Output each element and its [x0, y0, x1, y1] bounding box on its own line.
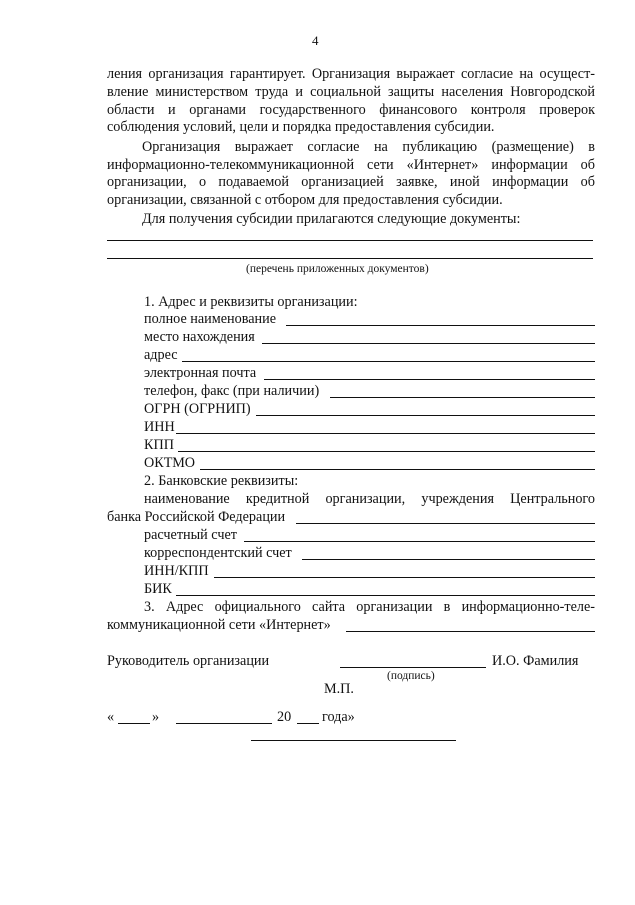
documents-intro: Для получения субсидии прилагаются следующие документы:: [142, 211, 521, 227]
stamp-label: М.П.: [324, 681, 354, 697]
field-blank: [296, 523, 595, 524]
paragraph2-line: информационно-телекоммуникационной сети «Интернет» информации об: [107, 157, 595, 173]
page-number: 4: [312, 33, 319, 48]
date-day-blank: [118, 723, 150, 724]
field-blank: [176, 595, 595, 596]
date-year-suffix: года»: [322, 709, 355, 725]
bank-name-label: наименование кредитной организации, учреждения Центрального: [144, 491, 595, 507]
date-month-blank: [176, 723, 272, 724]
date-close-quote: »: [152, 709, 160, 725]
field-label: КПП: [144, 437, 174, 453]
field-label: корреспондентский счет: [144, 545, 292, 561]
field-blank: [182, 361, 595, 362]
field-blank: [176, 433, 595, 434]
section3-line: коммуникационной сети «Интернет»: [107, 617, 331, 633]
field-label: ИНН/КПП: [144, 563, 209, 579]
field-blank: [264, 379, 595, 380]
signature-name: И.О. Фамилия: [492, 653, 579, 669]
field-blank: [302, 559, 595, 560]
section1-title: 1. Адрес и реквизиты организации:: [144, 294, 358, 310]
field-blank: [286, 325, 595, 326]
paragraph1-line: ления организация гарантирует. Организация выражает согласие на осущест-: [107, 66, 595, 82]
field-label: телефон, факс (при наличии): [144, 383, 320, 399]
field-label: расчетный счет: [144, 527, 237, 543]
section2-title: 2. Банковские реквизиты:: [144, 473, 299, 489]
bank-name-label: банка Российской Федерации: [107, 509, 286, 525]
field-blank: [244, 541, 595, 542]
field-blank: [214, 577, 595, 578]
field-label: место нахождения: [144, 329, 255, 345]
closing-line: [251, 740, 456, 741]
field-blank: [330, 397, 595, 398]
field-label: ОКТМО: [144, 455, 196, 471]
date-open-quote: «: [107, 709, 115, 725]
documents-caption: (перечень приложенных документов): [246, 263, 429, 275]
date-year-blank: [297, 723, 319, 724]
date-year-prefix: 20: [277, 709, 292, 725]
section3-line: 3. Адрес официального сайта организации в информационно-теле-: [144, 599, 595, 615]
field-label: электронная почта: [144, 365, 257, 381]
field-blank: [200, 469, 595, 470]
field-blank: [346, 631, 595, 632]
paragraph1-line: области и органами государственного финансового контроля проверок: [107, 102, 595, 118]
paragraph2-line: организации, связанной с отбором для предоставления субсидии.: [107, 192, 503, 208]
field-blank: [256, 415, 595, 416]
field-label: ИНН: [144, 419, 175, 435]
paragraph2-line: Организация выражает согласие на публикацию (размещение) в: [142, 139, 595, 155]
paragraph1-line: вление министерством труда и социальной защиты населения Новгородской: [107, 84, 595, 100]
field-label: ОГРН (ОГРНИП): [144, 401, 251, 417]
documents-line: [107, 258, 593, 259]
paragraph2-line: организации, о подаваемой организацией заявке, иной информации об: [107, 174, 595, 190]
signature-role: Руководитель организации: [107, 653, 270, 669]
field-label: БИК: [144, 581, 172, 597]
documents-line: [107, 240, 593, 241]
field-label: адрес: [144, 347, 178, 363]
field-blank: [262, 343, 595, 344]
paragraph1-line: соблюдения условий, цели и порядка предоставления субсидии.: [107, 119, 495, 135]
field-blank: [178, 451, 595, 452]
signature-caption: (подпись): [387, 670, 435, 682]
field-label: полное наименование: [144, 311, 277, 327]
